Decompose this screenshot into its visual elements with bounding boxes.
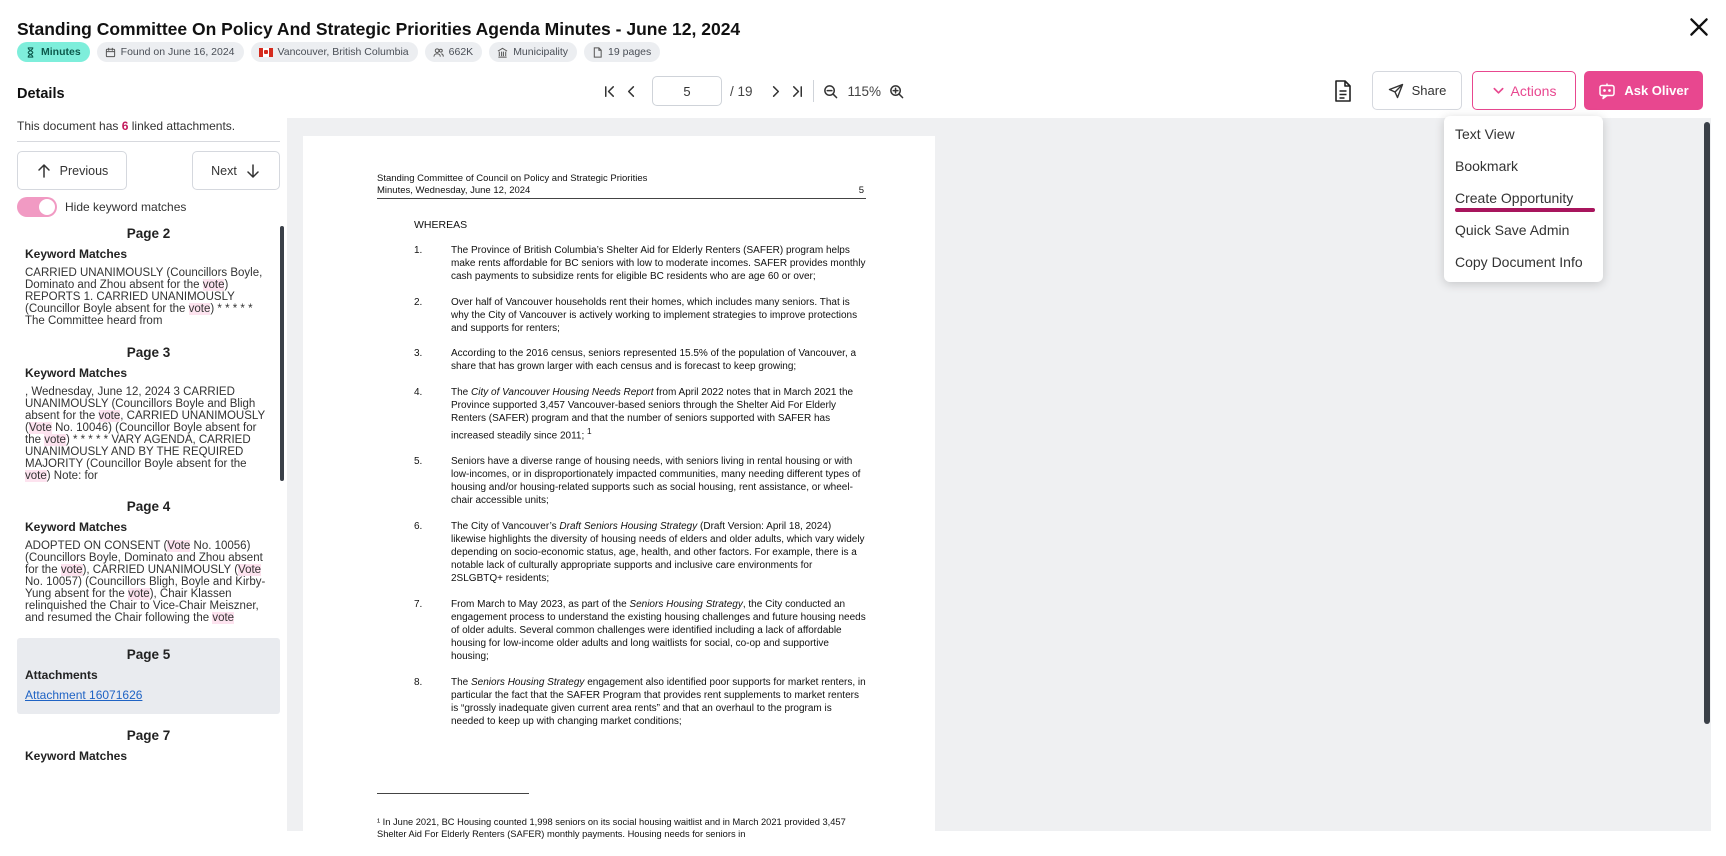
zoom-in-icon: [889, 84, 904, 99]
arrow-up-icon: [36, 163, 52, 179]
clause: [414, 296, 866, 336]
page-number: 5: [858, 185, 864, 196]
zoom-level: 115%: [847, 83, 882, 99]
clause-number: 6.: [414, 520, 423, 532]
share-button[interactable]: [1372, 71, 1462, 110]
page-title: Page 4: [126, 499, 171, 514]
menu-item-bookmark[interactable]: Bookmark: [1455, 158, 1519, 174]
section-label: Attachments: [25, 668, 98, 682]
hourglass-icon: [25, 47, 36, 58]
close-icon: [1686, 14, 1712, 40]
next-label: Next: [211, 163, 237, 178]
linked-count: 6: [121, 119, 129, 133]
linked-prefix: This document has: [17, 119, 122, 133]
clause-number: 5.: [414, 455, 423, 467]
clause-text: The City of Vancouver Housing Needs Report from April 2022 notes that in March 2021 the Province supported 3,457 Vancouver-based seniors through the Shelter Aid For Elderly Renters (SAFER) program and that the number of seniors supported with SAFER has increased steadily since 2011; $^1$: [451, 386, 854, 442]
badge-label: Minutes: [41, 46, 81, 58]
menu-item-quick-save-admin[interactable]: Quick Save Admin: [1455, 222, 1570, 238]
linked-suffix: linked attachments.: [128, 119, 236, 133]
section-label: Keyword Matches: [25, 247, 128, 261]
document-icon: [1332, 79, 1354, 103]
page-total: / 19: [730, 83, 753, 99]
share-label: Share: [1411, 83, 1447, 98]
whereas-heading: WHEREAS: [414, 219, 468, 231]
first-page-icon: [602, 84, 617, 99]
previous-page-button[interactable]: [620, 80, 642, 102]
close-button[interactable]: [1686, 14, 1712, 40]
next-button[interactable]: [192, 151, 280, 190]
clause: [414, 598, 866, 664]
page-title: Page 2: [126, 226, 171, 241]
list-item[interactable]: [17, 728, 280, 763]
clause-text: Seniors have a diverse range of housing needs, with seniors living in rental housing or with low-incomes, or in disproportionately impacted communities, many needing different types of housing and/or housing-related supports such as social housing, rent assistance, or wheel-chair accessible units;: [451, 455, 861, 507]
clause: [414, 520, 866, 586]
hide-keyword-matches-label: Hide keyword matches: [65, 200, 187, 214]
page-title: Page 5: [126, 647, 171, 662]
keyword-match-text: , Wednesday, June 12, 2024 3 CARRIED UNANIMOUSLY (Councillors Boyle and Bligh absent for the vote, CARRIED UNANIMOUSLY (Vote No. 10046) (Councillor Boyle absent for the vote) * * * * * VARY AGENDA, CARRIED UNANIMOUSLY AND BY THE REQUIRED MAJORITY (Councillor Boyle absent for the vote) Note: for: [25, 386, 265, 482]
clause: [414, 455, 866, 508]
chat-bot-icon: [1598, 82, 1616, 100]
sidebar-scrollbar[interactable]: [280, 226, 284, 481]
clause-text: The City of Vancouver’s Draft Seniors Housing Strategy (Draft Version: April 18, 2024) likewise highlights the diversity of housing needs of elders and older adults, which vary widely depending on socio-economic status, age, health, and other factors. For example, there is a notable lack of culturally appropriate supports and inclusive care environments for 2SLGBTQ+ residents;: [451, 520, 865, 585]
keyword-match-text: ADOPTED ON CONSENT (Vote No. 10056) (Councillors Boyle, Dominato and Zhou absent for the vote), CARRIED UNANIMOUSLY (Vote No. 10057) (Councillors Bligh, Boyle and Kirby-Yung absent for the vote), Chair Klassen relinquished the Chair to Vice-Chair Meiszner, and resumed the Chair following the vote: [25, 540, 266, 624]
details-heading: Details: [17, 86, 65, 102]
send-icon: [1388, 83, 1404, 99]
clause-number: 2.: [414, 296, 423, 308]
header-line: Standing Committee of Council on Policy and Strategic Priorities: [377, 173, 648, 184]
badge-label: Found on June 16, 2024: [120, 46, 235, 58]
actions-label: Actions: [1510, 82, 1557, 99]
menu-item-text-view[interactable]: Text View: [1455, 126, 1515, 142]
hide-keyword-matches-toggle[interactable]: [17, 197, 57, 217]
chevron-left-icon: [624, 84, 639, 99]
last-page-button[interactable]: [787, 80, 809, 102]
badge-label: 662K: [448, 46, 474, 58]
clause-text: From March to May 2023, as part of the Seniors Housing Strategy, the City conducted an engagement process to understand the existing housing challenges and future housing needs of older adults. Several common challenges were identified including a lack of affordable housing for low-income older adults and long waitlists for social, co-op and supportive housing;: [451, 598, 866, 663]
badge-label: Vancouver, British Columbia: [277, 46, 409, 58]
document-title: Standing Committee On Policy And Strategic Priorities Agenda Minutes - June 12, 2024: [17, 19, 741, 39]
canada-flag-icon: [259, 48, 273, 57]
zoom-out-button[interactable]: [820, 80, 842, 102]
page-title: Page 7: [126, 728, 171, 743]
clause-text: Over half of Vancouver households rent their homes, which includes many seniors. That is why the City of Vancouver is actively working to implement strategies to improve protections and supports for renters;: [451, 296, 858, 335]
page-matches-list[interactable]: [17, 226, 280, 834]
badge-page-count: [584, 42, 660, 62]
footnote-divider: [377, 793, 529, 794]
clause: [414, 386, 866, 443]
section-label: Keyword Matches: [25, 749, 128, 763]
pdf-page: [303, 136, 935, 856]
ask-oliver-button[interactable]: [1584, 71, 1703, 110]
menu-item-copy-document-info[interactable]: Copy Document Info: [1455, 254, 1583, 270]
arrow-down-icon: [245, 163, 261, 179]
list-item[interactable]: [17, 499, 280, 624]
clause-text: According to the 2016 census, seniors represented 15.5% of the population of Vancouver, a share that has grown larger with each census and is forecast to keep growing;: [451, 348, 857, 373]
badge-location: [251, 42, 418, 62]
clause: [414, 244, 866, 284]
clause-text: The Province of British Columbia’s Shelter Aid for Elderly Renters (SAFER) program helps make rents affordable for BC seniors with low to moderate incomes. SAFER provides monthly cash payments to subsidize rents for eligible BC residents who are age 60 or over;: [451, 245, 866, 283]
section-label: Keyword Matches: [25, 366, 128, 380]
chevron-down-icon: [1492, 84, 1505, 97]
clause: [414, 347, 866, 373]
file-icon: [592, 47, 603, 58]
list-item-selected[interactable]: [17, 638, 280, 714]
section-label: Keyword Matches: [25, 520, 128, 534]
last-page-icon: [790, 84, 805, 99]
actions-button[interactable]: [1472, 71, 1576, 110]
clause-number: 4.: [414, 386, 423, 398]
chevron-right-icon: [768, 84, 783, 99]
linked-attachments-text: [17, 119, 235, 133]
next-page-button[interactable]: [765, 80, 787, 102]
whereas-clauses: [414, 244, 866, 740]
badge-label: 19 pages: [608, 46, 652, 58]
clause-number: 8.: [414, 676, 423, 688]
actions-dropdown-menu: [1444, 116, 1603, 282]
list-item[interactable]: [17, 345, 280, 482]
page-header: [377, 173, 866, 199]
calendar-icon: [105, 47, 116, 58]
clause-number: 1.: [414, 245, 423, 256]
attachment-link[interactable]: Attachment 16071626: [25, 688, 143, 702]
page-title: Page 3: [126, 345, 171, 360]
footnote: ¹ In June 2021, BC Housing counted 1,998 seniors on its social housing waitlist and in March 2021 provided 3,457 Shelter Aid For Elderly Renters (SAFER) monthly payments. Housing needs for seniors in: [377, 817, 846, 839]
badge-population: [425, 42, 483, 62]
toolbar-divider: [813, 80, 814, 102]
divider: [17, 141, 280, 142]
pdf-toolbar: [598, 76, 907, 106]
menu-item-create-opportunity[interactable]: Create Opportunity: [1444, 188, 1603, 220]
ask-oliver-label: Ask Oliver: [1624, 83, 1689, 98]
badge-org-type: [489, 42, 577, 62]
list-item[interactable]: [17, 226, 280, 327]
building-icon: [497, 47, 508, 58]
keyword-match-text: CARRIED UNANIMOUSLY (Councillors Boyle, Dominato and Zhou absent for the vote) REPORTS 1. CARRIED UNANIMOUSLY (Councillor Boyle absent for the vote) * * * * * The Committee heard from: [25, 267, 263, 327]
badge-document-type: [17, 42, 90, 62]
page-number-input[interactable]: [652, 76, 722, 106]
clause-number: 7.: [414, 598, 423, 610]
previous-button[interactable]: [17, 151, 127, 190]
previous-label: Previous: [59, 163, 109, 178]
people-icon: [433, 47, 444, 58]
zoom-in-button[interactable]: [885, 80, 907, 102]
header-line: Minutes, Wednesday, June 12, 2024: [377, 185, 531, 196]
clause-text: The Seniors Housing Strategy engagement also identified poor supports for market renters, in particular the fact that the SAFER Program that provides rent supplements to market renters is “grossly inadequate given current area rents” and that an overhaul to the program is needed to keep up with changing market conditions;: [451, 676, 866, 728]
metadata-badges: [17, 42, 660, 62]
viewer-scrollbar[interactable]: [1704, 122, 1710, 724]
clause: [414, 676, 866, 729]
zoom-out-icon: [823, 84, 838, 99]
badge-found-date: [97, 42, 244, 62]
badge-label: Municipality: [513, 46, 569, 58]
clause-number: 3.: [414, 348, 423, 360]
text-view-button[interactable]: [1332, 79, 1354, 103]
first-page-button[interactable]: [598, 80, 620, 102]
